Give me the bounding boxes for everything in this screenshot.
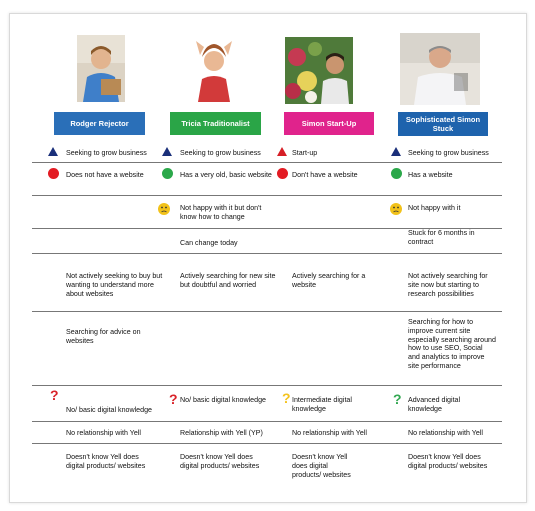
row-advice-text: Searching for how to improve current site especially searching around how to use SEO, Social and analytics to improve site performance [408,318,496,370]
triangle-icon [48,147,58,156]
row-divider [32,253,502,254]
circle-icon [48,168,59,179]
row-relationship-text: No relationship with Yell [66,429,141,437]
persona-photo-sophisticated-simon [400,33,480,105]
row-happiness-text: Not happy with it but don't know how to change [180,204,262,221]
row-products-text: Doesn't know Yell does digital products/ websites [66,453,146,470]
row-relationship-text: No relationship with Yell [408,429,483,437]
row-relationship-text: Relationship with Yell (YP) [180,429,263,437]
row-products-text: Doesn't know Yell does digital products/ websites [180,453,260,470]
question-mark-icon: ? [282,390,291,406]
row-divider [32,421,502,422]
row-website-text: Does not have a website [66,171,144,179]
row-goal-text: Seeking to grow business [180,149,261,157]
row-search-text: Not actively seeking to buy but wanting to understand more about websites [66,272,163,298]
row-products-text: Doesn't know Yell does digital products/ websites [408,453,488,470]
row-search-text: Actively searching for new site but doubtful and worried [180,272,276,289]
persona-photo-rodger [77,35,125,102]
row-goal-text: Seeking to grow business [66,149,147,157]
row-search-text: Not actively searching for site now but starting to research possibilities [408,272,488,298]
persona-label-rodger: Rodger Rejector [54,112,145,135]
persona-label-simon-startup: Simon Start-Up [284,112,374,135]
row-advice-text: Searching for advice on websites [66,328,141,345]
sad-face-icon [158,203,170,215]
row-knowledge-text: No/ basic digital knowledge [66,406,152,414]
row-website-text: Don't have a website [292,171,358,179]
row-knowledge-text: Advanced digital knowledge [408,396,461,413]
sad-face-icon [390,203,402,215]
persona-label-sophisticated-simon: Sophisticated Simon Stuck [398,112,488,136]
row-divider [32,195,502,196]
row-website-text: Has a very old, basic website [180,171,272,179]
persona-label-tricia: Tricia Traditionalist [170,112,261,135]
row-change-text: Can change today [180,239,238,247]
persona-photo-simon-startup [285,37,353,104]
row-knowledge-text: Intermediate digital knowledge [292,396,352,413]
persona-photo-tricia [190,35,238,102]
row-relationship-text: No relationship with Yell [292,429,367,437]
row-divider [32,162,502,163]
question-mark-icon: ? [50,387,59,403]
row-goal-text: Start-up [292,149,318,157]
row-products-text: Doesn't know Yell does digital products/ websites [292,453,351,479]
row-goal-text: Seeking to grow business [408,149,489,157]
row-change-text: Stuck for 6 months in contract [408,229,475,246]
question-mark-icon: ? [169,391,178,407]
row-website-text: Has a website [408,171,453,179]
row-divider [32,443,502,444]
row-search-text: Actively searching for a website [292,272,366,289]
row-divider [32,311,502,312]
row-knowledge-text: No/ basic digital knowledge [180,396,266,404]
circle-icon [277,168,288,179]
question-mark-icon: ? [393,391,402,407]
row-divider [32,385,502,386]
row-happiness-text: Not happy with it [408,204,461,212]
